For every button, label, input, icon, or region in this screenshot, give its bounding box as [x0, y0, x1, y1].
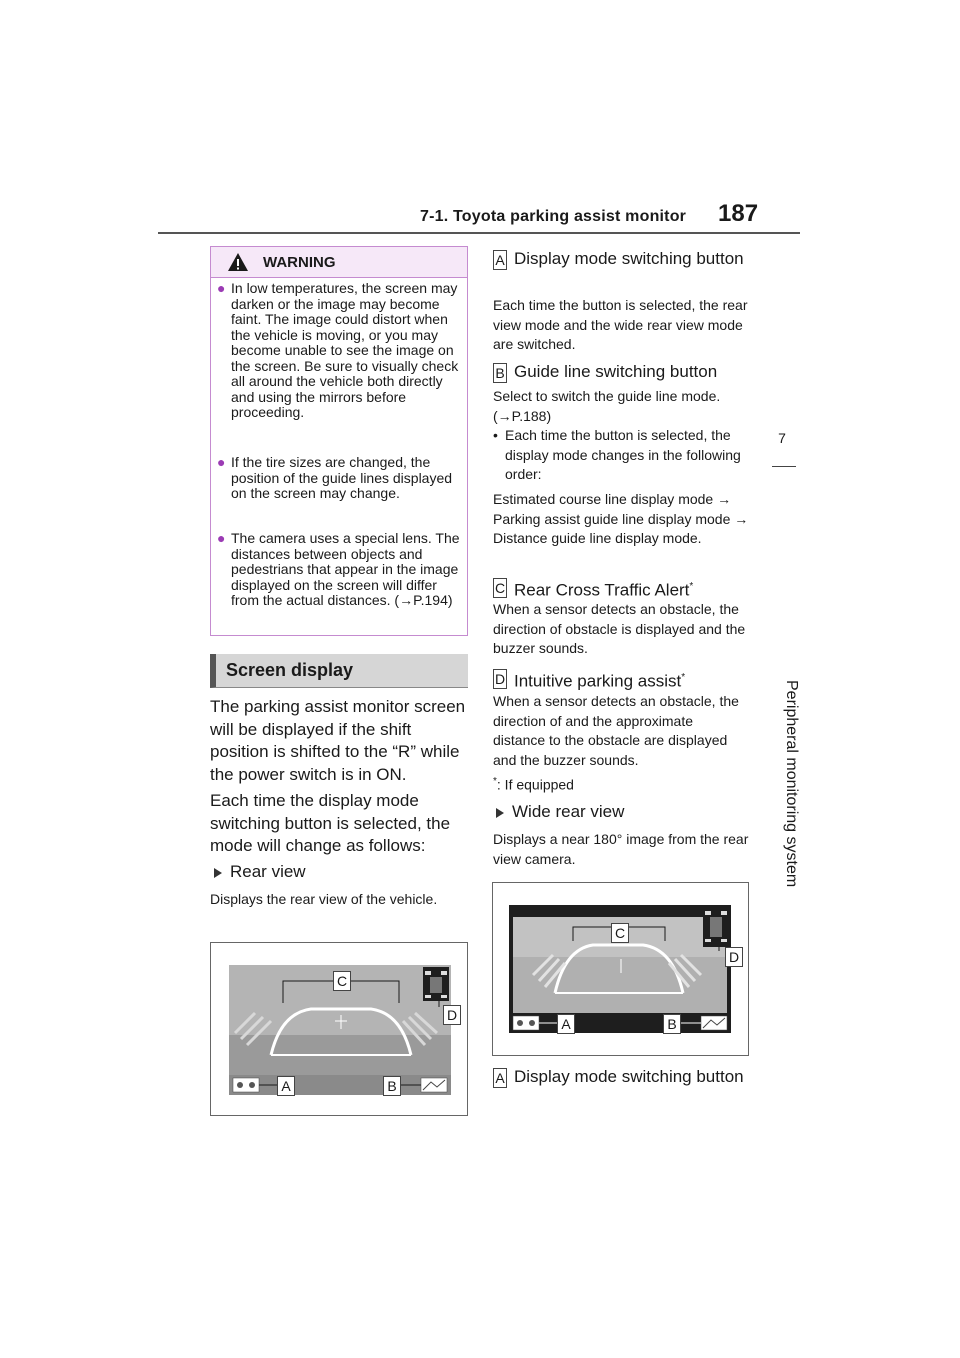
warning-item: ● In low temperatures, the screen may darken or the image may become faint. The image could distort when the vehicle is moving, or you may become unable to see the image on the screen. Be sure to visually check all around the vehicle both directly and using the mirrors before proceeding. [217, 280, 459, 420]
label-a: A [493, 250, 507, 270]
asterisk: * [681, 672, 686, 683]
callout-d: D [725, 947, 743, 967]
warning-item: ● If the tire sizes are changed, the position of the guide lines displayed on the screen may change. [217, 454, 453, 501]
item-a-title: Display mode switching button [514, 249, 744, 268]
callout-a: A [277, 1076, 295, 1096]
triangle-bullet-icon [496, 808, 504, 818]
item-b-description: Select to switch the guide line mode. (→P.188) [493, 388, 721, 424]
triangle-bullet-icon [214, 868, 222, 878]
rear-view-screen-illustration [211, 943, 467, 1115]
warning-header [211, 247, 467, 278]
item-d-title: Intuitive parking assist* [514, 671, 686, 691]
callout-c: C [611, 923, 629, 943]
wide-rear-view-screen-illustration [493, 883, 748, 1055]
callout-d: D [443, 1005, 461, 1025]
item-c-description: When a sensor detects an obstacle, the direction of obstacle is displayed and the buzzer sounds. [493, 601, 746, 656]
rear-view-figure [210, 942, 468, 1116]
callout-b: B [663, 1014, 681, 1034]
mode-paragraph: Each time the display mode switching button is selected, the mode will change as follows: [210, 791, 451, 855]
item-b-order: Estimated course line display mode → Parking assist guide line display mode → Distance guide line display mode. [493, 491, 749, 546]
footnote: *: If equipped [493, 776, 574, 793]
rear-view-label: Rear view [214, 861, 464, 884]
label-d: D [494, 671, 506, 687]
chapter-rule [772, 466, 796, 467]
section-heading-text: Screen display [226, 660, 354, 680]
wide-rear-view-figure [492, 882, 749, 1056]
label-a-second: A [493, 1068, 507, 1088]
wide-rear-view-description: Displays a near 180° image from the rear view camera. [493, 831, 749, 867]
running-header: 7-1. Toyota parking assist monitor [420, 208, 687, 225]
label-b: B [493, 363, 507, 383]
page-number: 187 [718, 200, 759, 227]
item-c-title: Rear Cross Traffic Alert* [514, 580, 694, 600]
item-d-description: When a sensor detects an obstacle, the direction of and the approximate distance to the obstacle are displayed and the buzzer sounds. [493, 693, 739, 768]
callout-a: A [557, 1014, 575, 1034]
label-c: C [494, 580, 506, 596]
warning-box [210, 246, 468, 636]
chapter-number: 7 [778, 430, 786, 446]
warning-icon [227, 251, 249, 273]
callout-b: B [383, 1076, 401, 1096]
bullet-icon: ● [217, 530, 226, 546]
asterisk: * [689, 581, 694, 592]
bullet-icon: ● [217, 454, 226, 470]
callout-c: C [333, 971, 351, 991]
rear-view-description: Displays the rear view of the vehicle. [210, 891, 438, 907]
item-a-description: Each time the button is selected, the rear view mode and the wide rear view mode are switched. [493, 297, 748, 352]
warning-item: ● The camera uses a special lens. The distances between objects and pedestrians that appear in the image displayed on the screen will differ from the actual distances. (→P.194) [217, 530, 460, 608]
item-b-title: Guide line switching button [514, 362, 718, 381]
item-b-bullet: • Each time the button is selected, the display mode changes in the following order: [493, 426, 755, 485]
chapter-label: Peripheral monitoring system [783, 680, 800, 888]
bullet-icon: ● [217, 280, 226, 296]
wide-rear-view-label: Wide rear view [496, 801, 746, 824]
warning-title: WARNING [263, 254, 336, 271]
header-rule [158, 232, 800, 234]
item-a2-title: Display mode switching button [514, 1067, 744, 1086]
section-heading [210, 654, 468, 688]
intro-paragraph: The parking assist monitor screen will be displayed if the shift position is shifted to the “R” while the power switch is in ON. [210, 697, 466, 784]
